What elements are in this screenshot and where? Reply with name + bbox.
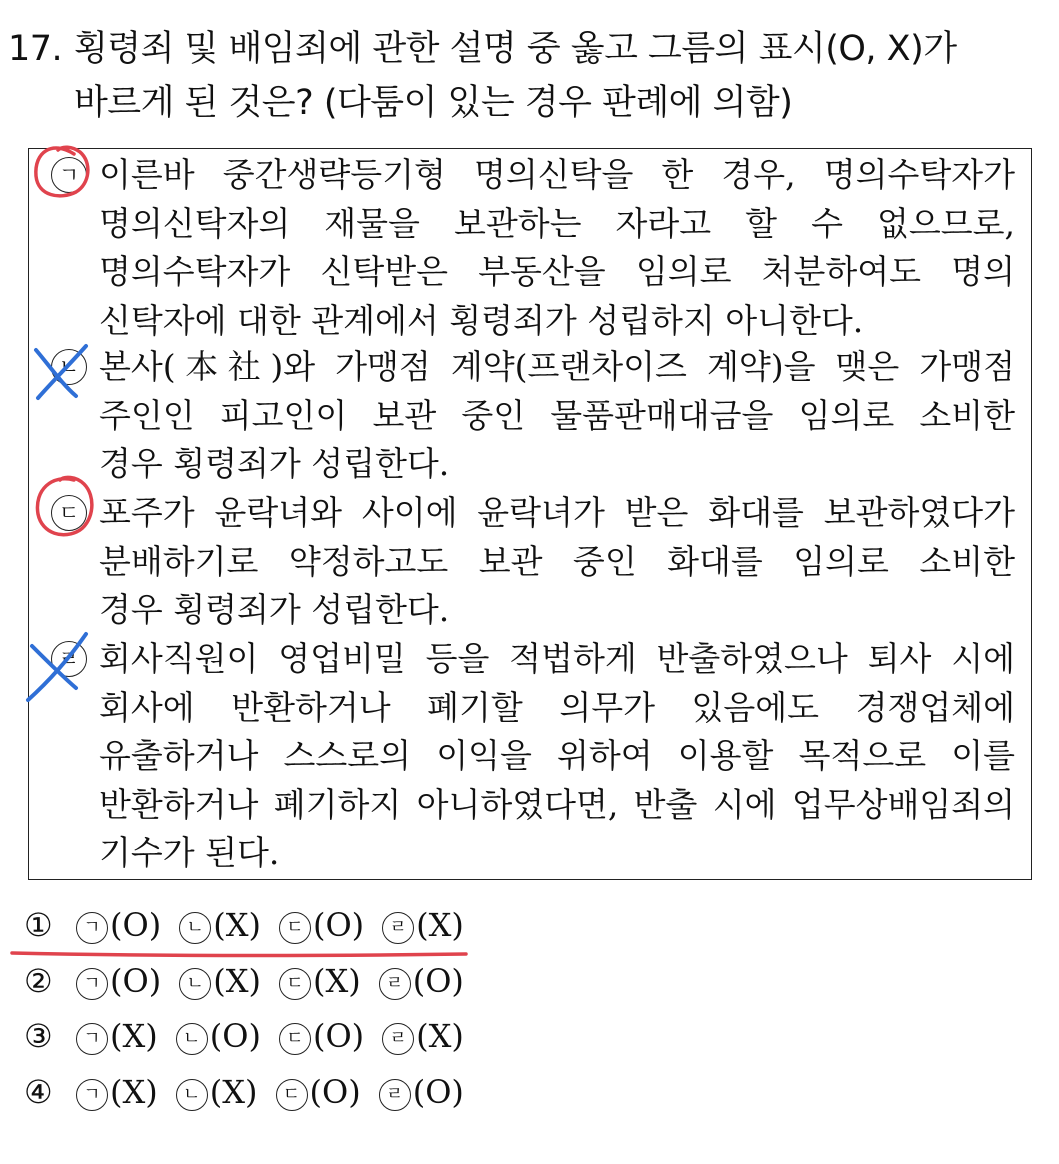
option-marker: ㄷ	[279, 968, 311, 1000]
answer-options	[24, 898, 482, 1120]
question-line-1	[0, 22, 1059, 76]
option-mark-value: (X)	[416, 1017, 464, 1055]
statement-2	[29, 343, 1033, 489]
statement-1	[29, 151, 1033, 345]
option-marker: ㄹ	[382, 1023, 414, 1055]
option-4[interactable]	[24, 1065, 482, 1121]
option-marker: ㄷ	[279, 912, 311, 944]
option-mark-value: (O)	[110, 961, 162, 1000]
statement-marker: ㄱ	[51, 157, 87, 193]
statement-line: 기수가 된다.	[99, 833, 280, 872]
statement-line: 회사직원이 영업비밀 등을 적법하게 반출하였으나 퇴사 시에	[99, 639, 1015, 678]
statement-line: 반환하거나 폐기하지 아니하였다면, 반출 시에 업무상배임죄의	[99, 784, 1015, 824]
option-number: ④	[24, 1072, 53, 1111]
question-text-1: 횡령죄 및 배임죄에 관한 설명 중 옳고 그름의 표시(O, X)가	[74, 29, 957, 69]
option-judgement	[179, 954, 261, 1010]
option-judgement	[279, 898, 364, 954]
option-marker: ㄹ	[382, 912, 414, 944]
option-mark-value: (O)	[412, 961, 464, 1000]
option-marker: ㄱ	[76, 912, 108, 944]
option-number: ①	[24, 906, 53, 944]
statement-line: 본사(本社)와 가맹점 계약(프랜차이즈 계약)을 맺은 가맹점	[99, 347, 1015, 386]
question-number: 17.	[8, 29, 63, 69]
statement-line: 유출하거나 스스로의 이익을 위하여 이용할 목적으로 이를	[99, 736, 1015, 775]
option-marker: ㄱ	[76, 1023, 108, 1055]
option-judgement	[382, 1009, 464, 1065]
option-3[interactable]	[24, 1009, 482, 1065]
option-number: ②	[24, 961, 53, 1000]
option-judgement	[279, 1009, 364, 1065]
option-mark-value: (O)	[412, 1072, 464, 1111]
statement-line: 포주가 윤락녀와 사이에 윤락녀가 받은 화대를 보관하였다가	[99, 493, 1015, 532]
statement-marker: ㄴ	[51, 349, 87, 385]
option-mark-value: (X)	[416, 906, 464, 944]
option-judgement	[76, 1009, 158, 1065]
option-mark-value: (O)	[110, 906, 162, 944]
option-judgement	[176, 1009, 261, 1065]
option-judgement	[276, 1065, 361, 1121]
option-judgement	[176, 1065, 258, 1121]
option-marker: ㄴ	[179, 968, 211, 1000]
option-marker: ㄹ	[379, 968, 411, 1000]
statement-4	[29, 635, 1033, 878]
option-mark-value: (O)	[309, 1072, 361, 1111]
option-judgement	[379, 954, 464, 1010]
option-marker: ㄹ	[379, 1079, 411, 1111]
statement-line: 신탁자에 대한 관계에서 횡령죄가 성립하지 아니한다.	[99, 300, 864, 340]
statement-marker: ㄷ	[51, 495, 87, 531]
option-marker: ㄷ	[279, 1023, 311, 1055]
statement-line: 경우 횡령죄가 성립한다.	[99, 590, 450, 629]
option-judgement	[76, 898, 161, 954]
option-mark-value: (X)	[110, 1072, 158, 1111]
option-mark-value: (O)	[209, 1017, 261, 1055]
option-judgement	[382, 898, 464, 954]
statement-line: 분배하기로 약정하고도 보관 중인 화대를 임의로 소비한	[99, 541, 1015, 581]
option-marker: ㄴ	[176, 1079, 208, 1111]
option-judgement	[76, 1065, 158, 1121]
statement-line: 주인인 피고인이 보관 중인 물품판매대금을 임의로 소비한	[99, 395, 1015, 435]
statement-marker: ㄹ	[51, 641, 87, 677]
statement-line: 명의수탁자가 신탁받은 부동산을 임의로 처분하여도 명의	[99, 252, 1015, 291]
option-judgement	[76, 954, 161, 1010]
option-judgement	[179, 898, 261, 954]
option-1[interactable]	[24, 898, 482, 954]
statement-line: 이른바 중간생략등기형 명의신탁을 한 경우, 명의수탁자가	[99, 155, 1015, 194]
option-marker: ㄴ	[176, 1023, 208, 1055]
option-marker: ㄱ	[76, 1079, 108, 1111]
option-marker: ㄴ	[179, 912, 211, 944]
option-mark-value: (O)	[312, 1017, 365, 1055]
statement-3	[29, 489, 1033, 635]
option-judgement	[379, 1065, 464, 1121]
option-mark-value: (X)	[312, 961, 361, 1000]
option-mark-value: (X)	[209, 1072, 258, 1111]
statement-box	[28, 148, 1032, 880]
option-2[interactable]	[24, 954, 482, 1010]
option-marker: ㄷ	[276, 1079, 308, 1111]
statement-line: 명의신탁자의 재물을 보관하는 자라고 할 수 없으므로,	[99, 203, 1015, 243]
statement-line: 회사에 반환하거나 폐기할 의무가 있음에도 경쟁업체에	[99, 687, 1015, 727]
option-marker: ㄱ	[76, 968, 108, 1000]
option-judgement	[279, 954, 361, 1010]
option-mark-value: (X)	[213, 961, 261, 1000]
question-header	[0, 22, 1059, 130]
option-mark-value: (X)	[213, 906, 261, 944]
question-line-2: 바르게 된 것은? (다툼이 있는 경우 판례에 의함)	[74, 83, 793, 123]
option-mark-value: (X)	[110, 1017, 158, 1055]
option-mark-value: (O)	[312, 906, 365, 944]
option-number: ③	[24, 1017, 53, 1055]
statement-line: 경우 횡령죄가 성립한다.	[99, 444, 450, 483]
